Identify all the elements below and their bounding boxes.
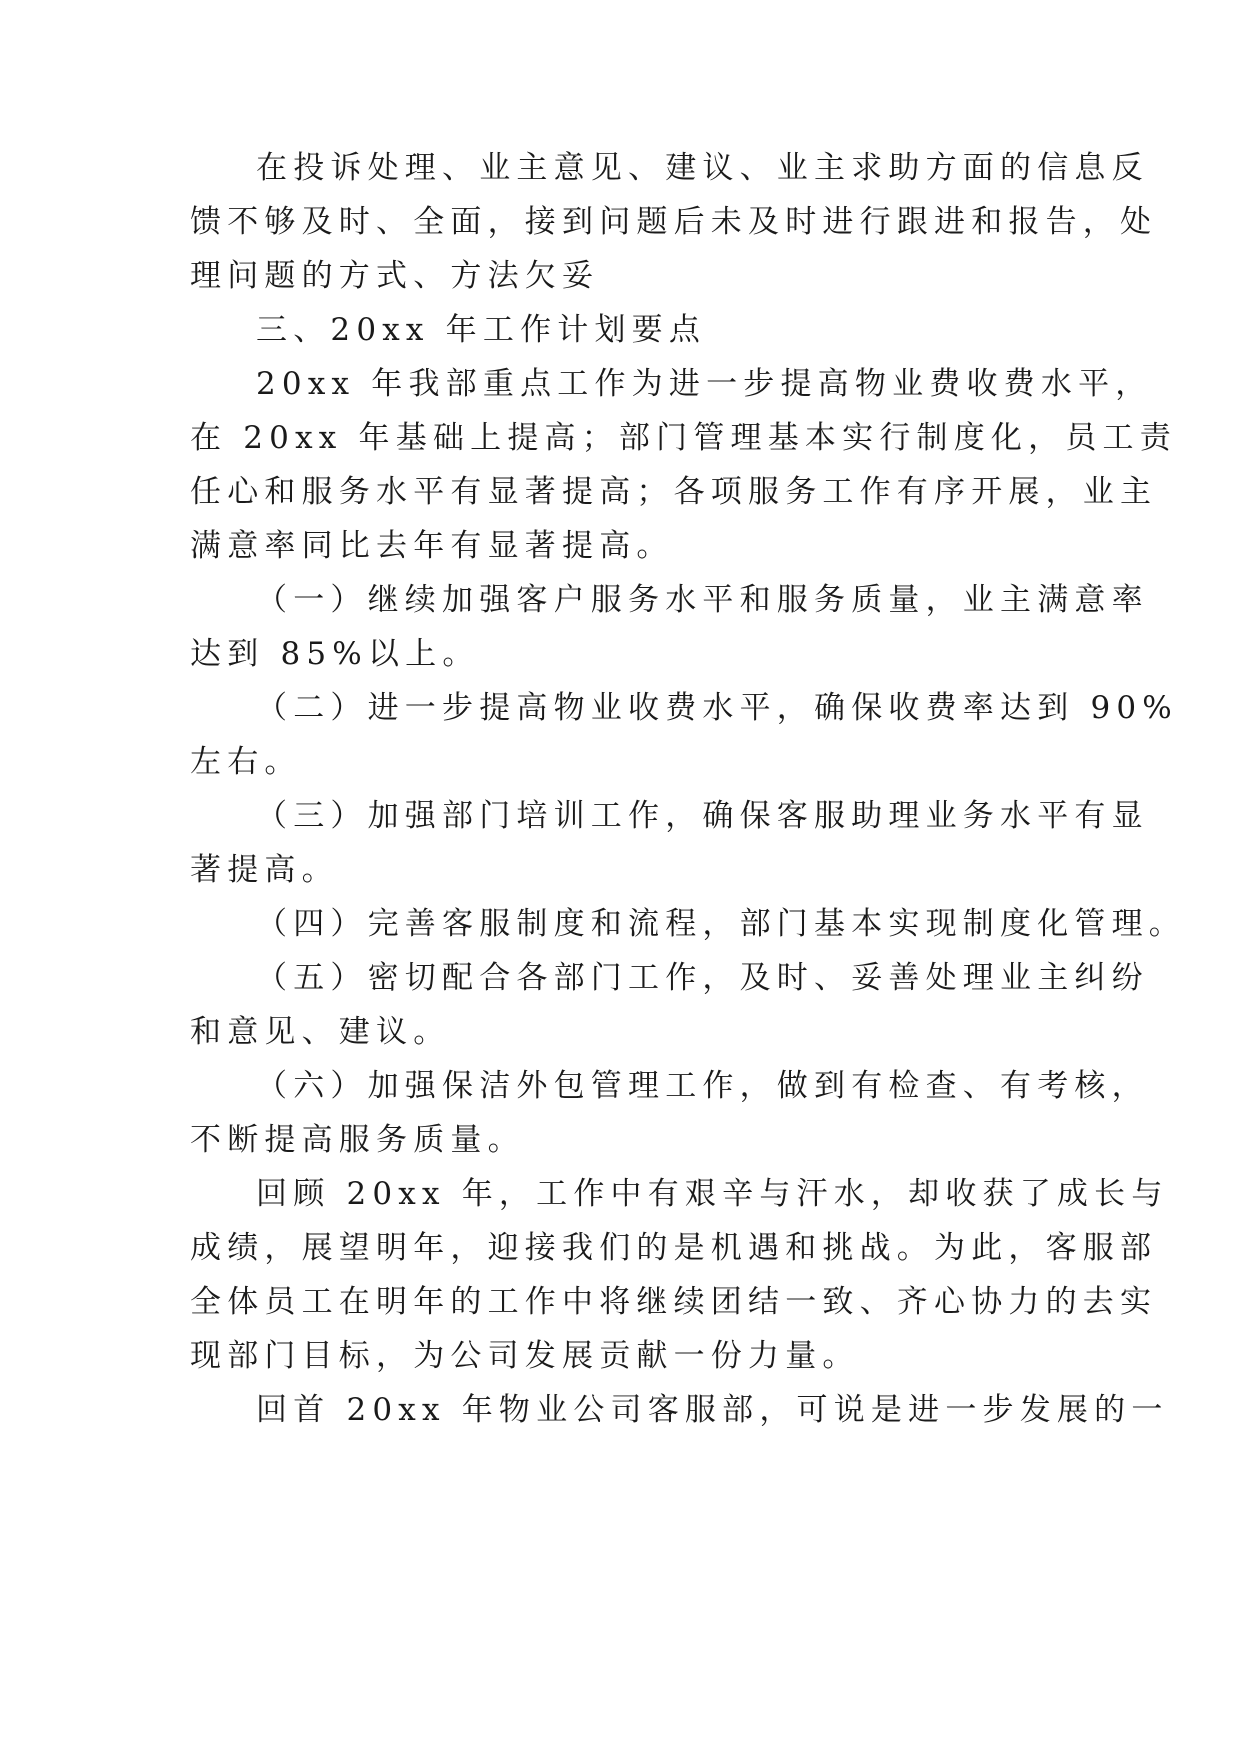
paragraph-line: 回顾 20xx 年，工作中有艰辛与汗水，却收获了成长与	[256, 1176, 1169, 1212]
list-item-line: （一）继续加强客户服务水平和服务质量，业主满意率	[256, 582, 1149, 618]
list-item-line: （六）加强保洁外包管理工作，做到有检查、有考核，	[256, 1068, 1149, 1104]
list-item-line: （四）完善客服制度和流程，部门基本实现制度化管理。	[256, 906, 1186, 942]
paragraph-line: 在投诉处理、业主意见、建议、业主求助方面的信息反	[256, 150, 1149, 186]
paragraph-line: 馈不够及时、全面，接到问题后未及时进行跟进和报告，处	[190, 204, 1158, 240]
paragraph-line: 任心和服务水平有显著提高；各项服务工作有序开展，业主	[190, 474, 1158, 510]
list-item-line: 著提高。	[190, 852, 339, 888]
list-item-line: 和意见、建议。	[190, 1014, 451, 1050]
list-item-line: 左右。	[190, 744, 302, 780]
paragraph-line: 在 20xx 年基础上提高；部门管理基本实行制度化，员工责	[190, 420, 1177, 456]
list-item-line: （五）密切配合各部门工作，及时、妥善处理业主纠纷	[256, 960, 1149, 996]
paragraph-line: 理问题的方式、方法欠妥	[190, 258, 600, 294]
list-item-line: （三）加强部门培训工作，确保客服助理业务水平有显	[256, 798, 1149, 834]
paragraph-line: 成绩，展望明年，迎接我们的是机遇和挑战。为此，客服部	[190, 1230, 1158, 1266]
list-item-line: 达到 85%以上。	[190, 636, 480, 672]
list-item-line: （二）进一步提高物业收费水平，确保收费率达到 90%	[256, 690, 1178, 726]
paragraph-line: 现部门目标，为公司发展贡献一份力量。	[190, 1338, 860, 1374]
paragraph-line: 满意率同比去年有显著提高。	[190, 528, 674, 564]
paragraph-line: 全体员工在明年的工作中将继续团结一致、齐心协力的去实	[190, 1284, 1158, 1320]
paragraph-line: 20xx 年我部重点工作为进一步提高物业费收费水平，	[256, 366, 1153, 402]
section-heading: 三、20xx 年工作计划要点	[256, 312, 707, 348]
paragraph-line: 回首 20xx 年物业公司客服部，可说是进一步发展的一	[256, 1392, 1169, 1428]
list-item-line: 不断提高服务质量。	[190, 1122, 525, 1158]
